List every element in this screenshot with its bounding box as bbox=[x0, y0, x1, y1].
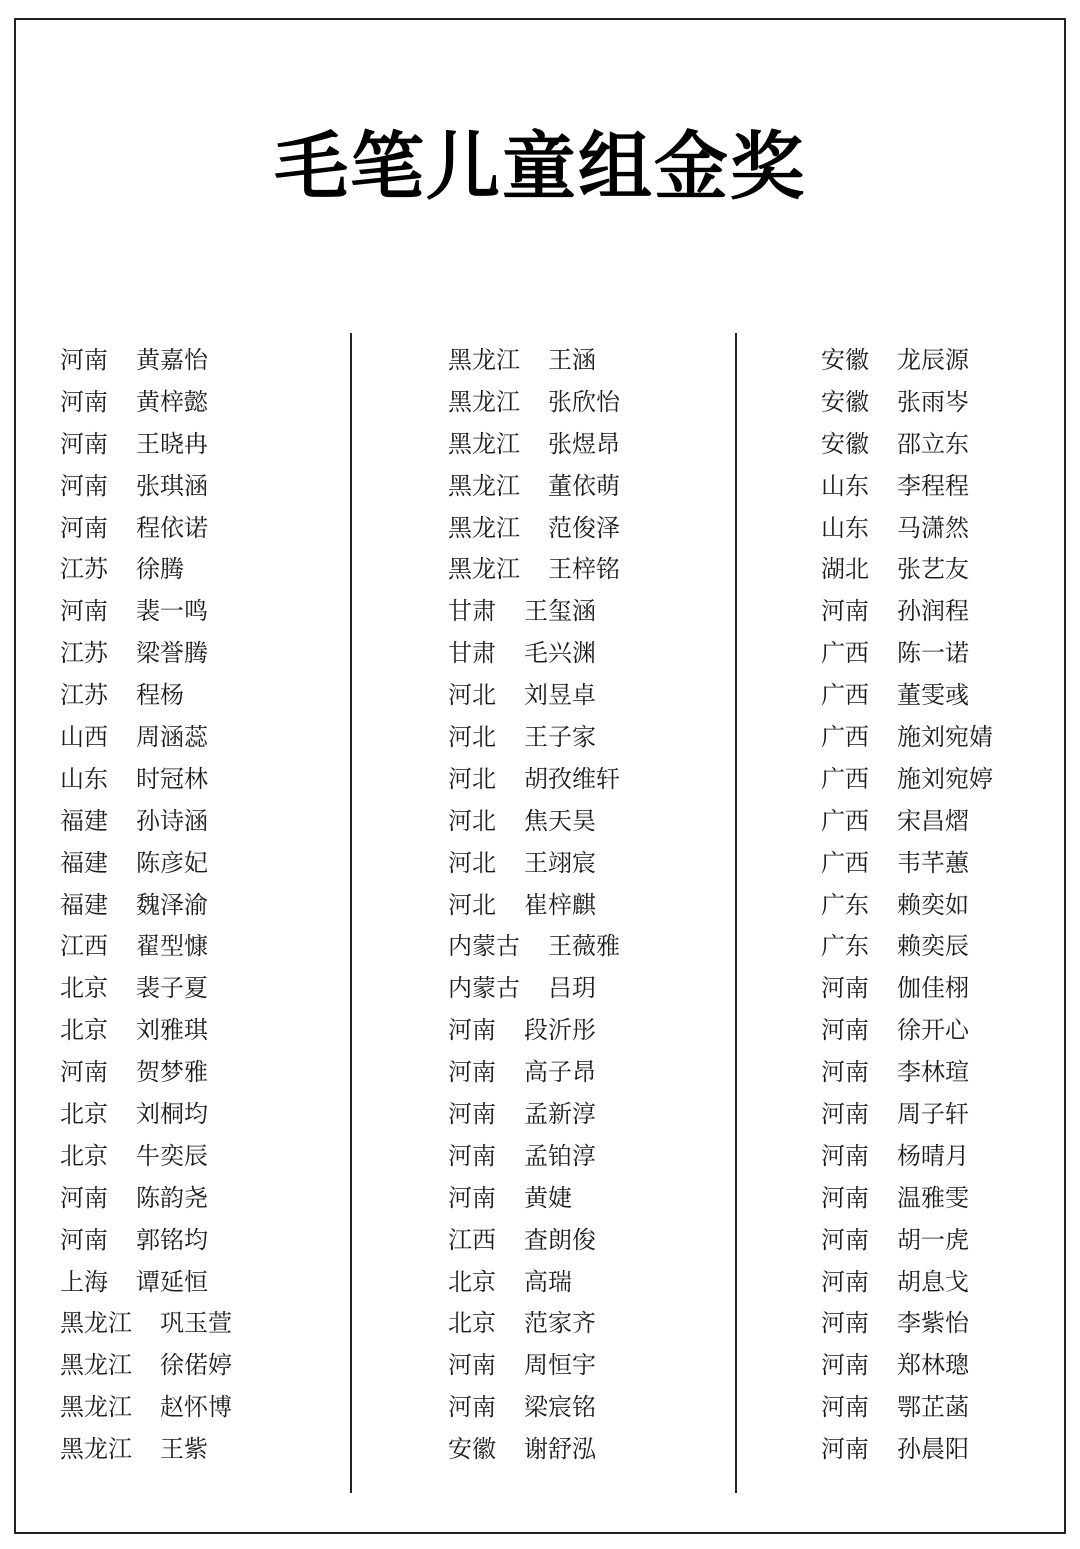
winner-name: 张欣怡 bbox=[548, 387, 620, 416]
winner-name: 毛兴渊 bbox=[524, 639, 596, 668]
province-label: 广西 bbox=[821, 848, 869, 877]
province-label: 河南 bbox=[448, 1351, 496, 1380]
winner-name: 刘雅琪 bbox=[136, 1016, 208, 1045]
province-label: 甘肃 bbox=[448, 639, 496, 668]
province-label: 河北 bbox=[448, 681, 496, 710]
province-label: 河南 bbox=[448, 1183, 496, 1212]
winner-name: 伽佳栩 bbox=[897, 974, 969, 1003]
province-label: 河北 bbox=[448, 890, 496, 919]
winner-name: 胡息戈 bbox=[897, 1267, 969, 1296]
winner-name: 董依萌 bbox=[548, 471, 620, 500]
winner-entry bbox=[60, 675, 232, 717]
winner-name: 裴一鸣 bbox=[136, 597, 208, 626]
winner-name: 王涵 bbox=[548, 346, 596, 374]
winner-entry bbox=[60, 549, 232, 591]
winner-name: 谭延恒 bbox=[136, 1267, 208, 1296]
province-label: 黑龙江 bbox=[448, 555, 520, 584]
winner-name: 梁誉腾 bbox=[136, 639, 208, 668]
province-label: 广东 bbox=[821, 890, 869, 919]
winner-name: 黄婕 bbox=[524, 1183, 572, 1212]
province-label: 河南 bbox=[821, 1016, 869, 1045]
province-label: 河南 bbox=[60, 1225, 108, 1254]
winner-entry bbox=[821, 1345, 993, 1387]
province-label: 河南 bbox=[821, 1225, 869, 1254]
winner-entry bbox=[821, 1052, 993, 1094]
winner-name: 孟铂淳 bbox=[524, 1141, 596, 1170]
winner-name: 郑林璁 bbox=[897, 1351, 969, 1380]
winner-entry bbox=[821, 424, 993, 466]
province-label: 河南 bbox=[448, 1100, 496, 1129]
winner-entry bbox=[60, 885, 232, 927]
winner-name: 施刘宛婧 bbox=[897, 723, 993, 752]
winner-name: 徐开心 bbox=[897, 1016, 969, 1045]
province-label: 黑龙江 bbox=[60, 1435, 132, 1464]
winner-entry bbox=[821, 1010, 993, 1052]
winner-name: 陈韵尧 bbox=[136, 1183, 208, 1212]
winner-name: 张琪涵 bbox=[136, 471, 208, 500]
winner-entry bbox=[821, 1136, 993, 1178]
winner-entry bbox=[60, 591, 232, 633]
winner-name: 査朗俊 bbox=[524, 1225, 596, 1254]
winner-entry bbox=[821, 382, 993, 424]
winner-name: 孙诗涵 bbox=[136, 806, 208, 835]
winner-name: 周子轩 bbox=[897, 1100, 969, 1129]
winner-entry bbox=[821, 1220, 993, 1262]
winner-name: 孙润程 bbox=[897, 597, 969, 626]
province-label: 江西 bbox=[60, 932, 108, 961]
province-label: 黑龙江 bbox=[448, 513, 520, 542]
winner-name: 张煜昂 bbox=[548, 429, 620, 458]
winner-name: 高子昂 bbox=[524, 1058, 596, 1087]
province-label: 广西 bbox=[821, 723, 869, 752]
winner-entry bbox=[448, 1010, 620, 1052]
winner-name: 赵怀博 bbox=[160, 1393, 232, 1422]
province-label: 河南 bbox=[448, 1141, 496, 1170]
winner-entry bbox=[448, 675, 620, 717]
winner-entry bbox=[60, 1303, 232, 1345]
winner-entry bbox=[448, 801, 620, 843]
winner-name: 邵立东 bbox=[897, 429, 969, 458]
winner-name: 程杨 bbox=[136, 681, 184, 710]
province-label: 广西 bbox=[821, 764, 869, 793]
winner-entry bbox=[60, 633, 232, 675]
winner-name: 范家齐 bbox=[524, 1309, 596, 1338]
winner-name: 胡一虎 bbox=[897, 1225, 969, 1254]
province-label: 河南 bbox=[60, 1183, 108, 1212]
winner-name: 王子家 bbox=[524, 723, 596, 752]
winner-name: 王梓铭 bbox=[548, 555, 620, 584]
winner-name: 孙晨阳 bbox=[897, 1435, 969, 1464]
winner-entry bbox=[821, 1094, 993, 1136]
winner-entry bbox=[821, 508, 993, 550]
province-label: 广西 bbox=[821, 639, 869, 668]
winner-name: 吕玥 bbox=[548, 974, 596, 1003]
winner-name: 王紫 bbox=[160, 1435, 208, 1464]
winner-entry bbox=[60, 1178, 232, 1220]
winner-entry bbox=[60, 759, 232, 801]
winner-entry bbox=[821, 926, 993, 968]
winner-entry bbox=[821, 1429, 993, 1471]
winner-entry bbox=[448, 340, 620, 382]
winner-name: 裴子夏 bbox=[136, 974, 208, 1003]
winner-entry bbox=[821, 591, 993, 633]
winner-name: 马潇然 bbox=[897, 513, 969, 542]
winner-entry bbox=[448, 1220, 620, 1262]
winner-name: 梁宸铭 bbox=[524, 1393, 596, 1422]
winner-name: 施刘宛婷 bbox=[897, 764, 993, 793]
winner-entry bbox=[448, 843, 620, 885]
winner-entry bbox=[60, 466, 232, 508]
winner-entry bbox=[60, 1094, 232, 1136]
province-label: 福建 bbox=[60, 890, 108, 919]
province-label: 河南 bbox=[821, 1309, 869, 1338]
winner-entry bbox=[60, 1345, 232, 1387]
winner-entry bbox=[448, 1303, 620, 1345]
province-label: 河南 bbox=[821, 1435, 869, 1464]
winner-entry bbox=[448, 968, 620, 1010]
province-label: 北京 bbox=[448, 1309, 496, 1338]
winner-name: 徐偌婷 bbox=[160, 1351, 232, 1380]
winner-entry bbox=[821, 466, 993, 508]
province-label: 河南 bbox=[60, 1058, 108, 1087]
province-label: 江苏 bbox=[60, 639, 108, 668]
winner-name: 郭铭均 bbox=[136, 1225, 208, 1254]
province-label: 北京 bbox=[60, 974, 108, 1003]
winner-entry bbox=[821, 885, 993, 927]
winner-entry bbox=[60, 1052, 232, 1094]
province-label: 河南 bbox=[60, 513, 108, 542]
province-label: 山东 bbox=[821, 471, 869, 500]
province-label: 北京 bbox=[60, 1016, 108, 1045]
province-label: 黑龙江 bbox=[60, 1393, 132, 1422]
province-label: 河南 bbox=[60, 387, 108, 416]
province-label: 河南 bbox=[821, 597, 869, 626]
province-label: 内蒙古 bbox=[448, 974, 520, 1003]
winner-entry bbox=[821, 717, 993, 759]
award-column-1 bbox=[60, 340, 232, 1471]
winner-name: 程依诺 bbox=[136, 513, 208, 542]
winner-entry bbox=[448, 1429, 620, 1471]
province-label: 河南 bbox=[821, 1183, 869, 1212]
winner-entry bbox=[60, 1262, 232, 1304]
province-label: 河北 bbox=[448, 848, 496, 877]
province-label: 北京 bbox=[60, 1141, 108, 1170]
column-divider-1 bbox=[350, 333, 352, 1493]
winner-name: 时冠林 bbox=[136, 764, 208, 793]
winner-name: 张雨岑 bbox=[897, 387, 969, 416]
province-label: 河北 bbox=[448, 723, 496, 752]
province-label: 福建 bbox=[60, 848, 108, 877]
province-label: 河南 bbox=[821, 974, 869, 1003]
province-label: 广西 bbox=[821, 681, 869, 710]
province-label: 福建 bbox=[60, 806, 108, 835]
winner-name: 周涵蕊 bbox=[136, 723, 208, 752]
winner-entry bbox=[821, 843, 993, 885]
province-label: 江苏 bbox=[60, 681, 108, 710]
winner-entry bbox=[821, 1303, 993, 1345]
winner-name: 黄梓懿 bbox=[136, 387, 208, 416]
winner-entry bbox=[60, 382, 232, 424]
province-label: 山东 bbox=[60, 764, 108, 793]
winner-entry bbox=[448, 549, 620, 591]
province-label: 内蒙古 bbox=[448, 932, 520, 961]
winner-name: 胡孜维轩 bbox=[524, 764, 620, 793]
province-label: 河南 bbox=[821, 1100, 869, 1129]
winner-entry bbox=[448, 717, 620, 759]
winner-name: 温雅雯 bbox=[897, 1183, 969, 1212]
winner-name: 刘桐均 bbox=[136, 1100, 208, 1129]
province-label: 河南 bbox=[821, 1141, 869, 1170]
winner-entry bbox=[448, 466, 620, 508]
winner-entry bbox=[821, 675, 993, 717]
winner-name: 黄嘉怡 bbox=[136, 346, 208, 374]
winner-entry bbox=[821, 1262, 993, 1304]
winner-entry bbox=[821, 801, 993, 843]
winner-entry bbox=[821, 759, 993, 801]
province-label: 黑龙江 bbox=[60, 1309, 132, 1338]
winner-name: 董雯彧 bbox=[897, 681, 969, 710]
winner-entry bbox=[448, 885, 620, 927]
province-label: 安徽 bbox=[448, 1435, 496, 1464]
winner-name: 贺梦雅 bbox=[136, 1058, 208, 1087]
province-label: 江西 bbox=[448, 1225, 496, 1254]
winner-name: 鄂芷菡 bbox=[897, 1393, 969, 1422]
winner-entry bbox=[448, 1136, 620, 1178]
province-label: 山东 bbox=[821, 513, 869, 542]
page-title: 毛笔儿童组金奖 bbox=[274, 124, 806, 210]
winner-name: 魏泽渝 bbox=[136, 890, 208, 919]
province-label: 河南 bbox=[821, 1267, 869, 1296]
winner-entry bbox=[448, 633, 620, 675]
winner-name: 巩玉萱 bbox=[160, 1309, 232, 1338]
province-label: 广西 bbox=[821, 806, 869, 835]
winner-name: 高瑞 bbox=[524, 1267, 572, 1296]
winner-name: 赖奕辰 bbox=[897, 932, 969, 961]
winner-name: 王翊宸 bbox=[524, 848, 596, 877]
column-divider-2 bbox=[735, 333, 737, 1493]
winner-name: 陈一诺 bbox=[897, 639, 969, 668]
province-label: 河南 bbox=[448, 1393, 496, 1422]
winner-name: 徐腾 bbox=[136, 555, 184, 584]
winner-name: 刘昱卓 bbox=[524, 681, 596, 710]
winner-name: 宋昌熠 bbox=[897, 806, 969, 835]
winner-entry bbox=[821, 968, 993, 1010]
winner-name: 谢舒泓 bbox=[524, 1435, 596, 1464]
winner-entry bbox=[821, 1178, 993, 1220]
province-label: 黑龙江 bbox=[448, 471, 520, 500]
province-label: 江苏 bbox=[60, 555, 108, 584]
winner-name: 焦天昊 bbox=[524, 806, 596, 835]
winner-entry bbox=[60, 424, 232, 466]
winner-entry bbox=[448, 1178, 620, 1220]
winner-name: 龙辰源 bbox=[897, 346, 969, 374]
winner-name: 王薇雅 bbox=[548, 932, 620, 961]
province-label: 黑龙江 bbox=[448, 346, 520, 374]
winner-entry bbox=[448, 1262, 620, 1304]
province-label: 甘肃 bbox=[448, 597, 496, 626]
winner-entry bbox=[448, 1387, 620, 1429]
winner-entry bbox=[60, 843, 232, 885]
winner-entry bbox=[60, 340, 232, 382]
winner-entry bbox=[60, 1220, 232, 1262]
winner-entry bbox=[448, 382, 620, 424]
winner-name: 张艺友 bbox=[897, 555, 969, 584]
winner-name: 赖奕如 bbox=[897, 890, 969, 919]
winner-entry bbox=[448, 759, 620, 801]
winner-entry bbox=[821, 549, 993, 591]
winner-entry bbox=[60, 926, 232, 968]
winner-entry bbox=[60, 968, 232, 1010]
winner-entry bbox=[60, 1136, 232, 1178]
province-label: 上海 bbox=[60, 1267, 108, 1296]
winner-entry bbox=[60, 1010, 232, 1052]
province-label: 山西 bbox=[60, 723, 108, 752]
province-label: 河南 bbox=[60, 429, 108, 458]
province-label: 安徽 bbox=[821, 346, 869, 374]
award-column-3 bbox=[821, 340, 993, 1471]
winner-name: 王玺涵 bbox=[524, 597, 596, 626]
winner-entry bbox=[448, 508, 620, 550]
winner-name: 李林瑄 bbox=[897, 1058, 969, 1087]
winner-name: 范俊泽 bbox=[548, 513, 620, 542]
winner-name: 牛奕辰 bbox=[136, 1141, 208, 1170]
province-label: 黑龙江 bbox=[448, 429, 520, 458]
winner-entry bbox=[821, 633, 993, 675]
winner-name: 杨晴月 bbox=[897, 1141, 969, 1170]
province-label: 河北 bbox=[448, 764, 496, 793]
winner-entry bbox=[60, 1429, 232, 1471]
winner-entry bbox=[821, 340, 993, 382]
winner-name: 韦芊蕙 bbox=[897, 848, 969, 877]
province-label: 河南 bbox=[821, 1058, 869, 1087]
winner-entry bbox=[448, 1094, 620, 1136]
winner-entry bbox=[60, 1387, 232, 1429]
province-label: 黑龙江 bbox=[448, 387, 520, 416]
province-label: 北京 bbox=[448, 1267, 496, 1296]
winner-name: 李程程 bbox=[897, 471, 969, 500]
province-label: 河南 bbox=[60, 346, 108, 374]
province-label: 河南 bbox=[448, 1058, 496, 1087]
province-label: 广东 bbox=[821, 932, 869, 961]
winner-entry bbox=[448, 1345, 620, 1387]
province-label: 河南 bbox=[821, 1393, 869, 1422]
winner-entry bbox=[821, 1387, 993, 1429]
province-label: 河南 bbox=[821, 1351, 869, 1380]
winner-entry bbox=[448, 926, 620, 968]
winner-name: 孟新淳 bbox=[524, 1100, 596, 1129]
winner-name: 王晓冉 bbox=[136, 429, 208, 458]
province-label: 黑龙江 bbox=[60, 1351, 132, 1380]
winner-name: 崔梓麒 bbox=[524, 890, 596, 919]
winner-name: 李紫怡 bbox=[897, 1309, 969, 1338]
province-label: 河南 bbox=[448, 1016, 496, 1045]
winner-entry bbox=[448, 424, 620, 466]
province-label: 河南 bbox=[60, 597, 108, 626]
province-label: 湖北 bbox=[821, 555, 869, 584]
winner-name: 段沂彤 bbox=[524, 1016, 596, 1045]
province-label: 河北 bbox=[448, 806, 496, 835]
award-column-2 bbox=[448, 340, 620, 1471]
winner-entry bbox=[60, 717, 232, 759]
province-label: 安徽 bbox=[821, 387, 869, 416]
province-label: 河南 bbox=[60, 471, 108, 500]
winner-entry bbox=[60, 508, 232, 550]
province-label: 北京 bbox=[60, 1100, 108, 1129]
winner-entry bbox=[448, 1052, 620, 1094]
winner-name: 周恒宇 bbox=[524, 1351, 596, 1380]
winner-name: 翟型慷 bbox=[136, 932, 208, 961]
winner-name: 陈彦妃 bbox=[136, 848, 208, 877]
winner-entry bbox=[448, 591, 620, 633]
province-label: 安徽 bbox=[821, 429, 869, 458]
winner-entry bbox=[60, 801, 232, 843]
